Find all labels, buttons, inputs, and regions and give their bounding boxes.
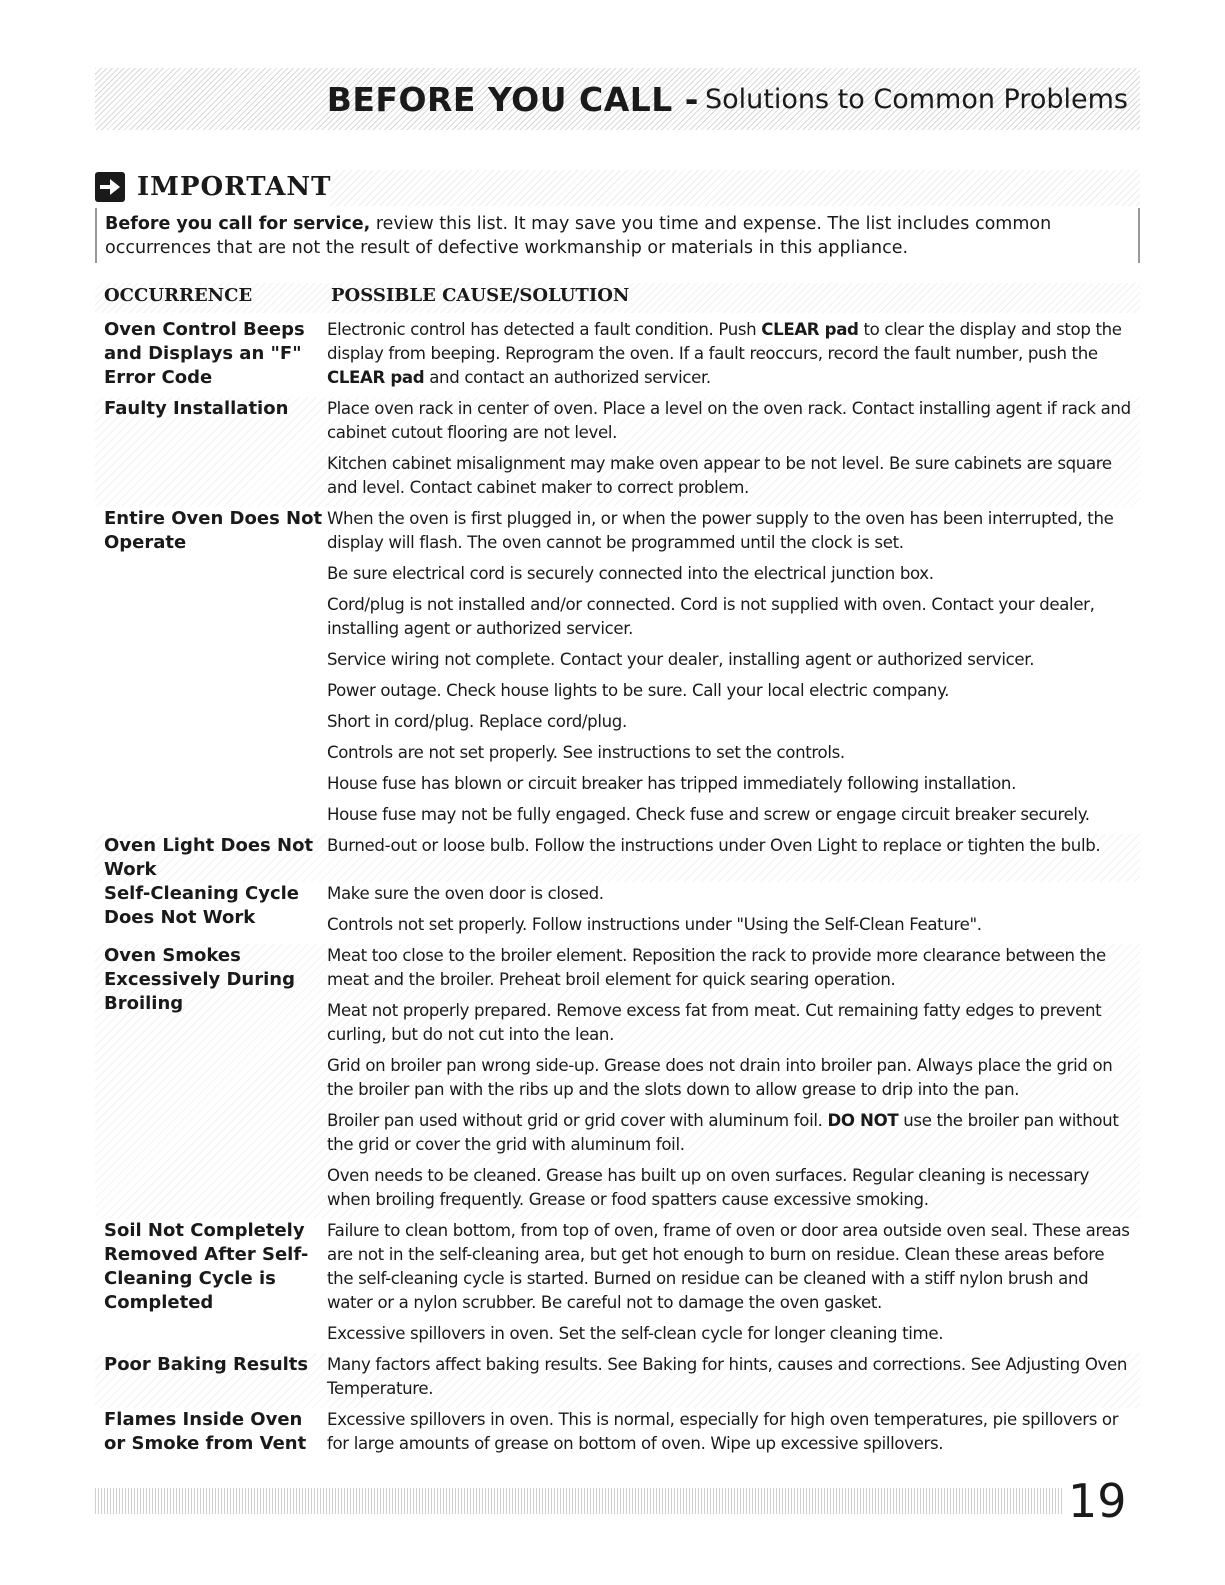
important-stripe [330, 170, 1140, 206]
solution-text: Place oven rack in center of oven. Place a level on the oven rack. Contact installing agent if rack and cabinet cutout flooring are not level. [327, 399, 1131, 442]
table-row [95, 1408, 1140, 1463]
occurrence-label: Oven Light Does Not Work [104, 835, 314, 880]
solution-paragraph [327, 834, 1134, 858]
important-heading [95, 166, 332, 208]
solution-paragraph [327, 913, 1134, 937]
occurrence-label: Flames Inside Oven or Smoke from Vent [104, 1409, 307, 1454]
solution-text: Broiler pan used without grid or grid cover with aluminum foil. [327, 1111, 828, 1130]
solution-text: Electronic control has detected a fault condition. Push [327, 320, 762, 339]
solution-paragraph [327, 1219, 1134, 1315]
solution-paragraph [327, 1408, 1134, 1456]
solution-paragraph [327, 648, 1134, 672]
solution-text: Make sure the oven door is closed. [327, 884, 604, 903]
solution-emphasis: CLEAR pad [327, 368, 425, 387]
solution-paragraph [327, 803, 1134, 827]
solution-text: House fuse has blown or circuit breaker has tripped immediately following installation. [327, 774, 1017, 793]
occurrence-label: Faulty Installation [104, 398, 289, 419]
solution-paragraph [327, 1054, 1134, 1102]
solution-paragraph [327, 562, 1134, 586]
solution-text: Cord/plug is not installed and/or connected. Cord is not supplied with oven. Contact your dealer, installing agent or authorized servicer. [327, 595, 1095, 638]
solution-paragraph [327, 397, 1134, 445]
solution-paragraph [327, 772, 1134, 796]
column-header-occurrence: OCCURRENCE [104, 285, 253, 306]
solution-text: Meat too close to the broiler element. Reposition the rack to provide more clearance between the meat and the broiler. Preheat broil element for quick searing operation. [327, 946, 1106, 989]
table-row [95, 1219, 1140, 1353]
solution-text: When the oven is first plugged in, or when the power supply to the oven has been interrupted, the display will flash. The oven cannot be programmed until the clock is set. [327, 509, 1114, 552]
banner-title-rest: Solutions to Common Problems [705, 83, 1128, 115]
solution-text: Meat not properly prepared. Remove excess fat from meat. Cut remaining fatty edges to prevent curling, but do not cut into the lean. [327, 1001, 1102, 1044]
banner-title-bold: BEFORE YOU CALL - [326, 79, 700, 119]
solution-text: House fuse may not be fully engaged. Check fuse and screw or engage circuit breaker securely. [327, 805, 1090, 824]
solution-text: Controls are not set properly. See instructions to set the controls. [327, 743, 845, 762]
solution-cell [327, 1408, 1140, 1463]
solution-cell [327, 834, 1140, 882]
solution-paragraph [327, 1353, 1134, 1401]
solution-cell [327, 1219, 1140, 1353]
occurrence-label: Soil Not Completely Removed After Self-Cleaning Cycle is Completed [104, 1220, 309, 1313]
solution-cell [327, 882, 1140, 944]
important-note [95, 208, 1140, 263]
solution-paragraph [327, 1164, 1134, 1212]
arrow-right-icon [95, 172, 125, 202]
solution-cell [327, 944, 1140, 1219]
solution-paragraph [327, 318, 1134, 390]
occurrence-label: Entire Oven Does Not Operate [104, 508, 323, 553]
solution-paragraph [327, 1322, 1134, 1346]
table-row [95, 1353, 1140, 1408]
table-row [95, 507, 1140, 834]
solution-text: Kitchen cabinet misalignment may make oven appear to be not level. Be sure cabinets are square and level. Contact cabinet maker to correct problem. [327, 454, 1112, 497]
column-header-solution: POSSIBLE CAUSE/SOLUTION [331, 285, 630, 306]
solution-paragraph [327, 593, 1134, 641]
solution-cell [327, 397, 1140, 507]
occurrence-label: Oven Control Beeps and Displays an "F" Error Code [104, 319, 305, 388]
solution-text: Burned-out or loose bulb. Follow the instructions under Oven Light to replace or tighten the bulb. [327, 836, 1101, 855]
solution-paragraph [327, 882, 1134, 906]
solution-text: Grid on broiler pan wrong side-up. Grease does not drain into broiler pan. Always place the grid on the broiler pan with the ribs up and the slots down to allow grease to drip into the pan. [327, 1056, 1113, 1099]
solution-text: Controls not set properly. Follow instructions under "Using the Self-Clean Feature". [327, 915, 982, 934]
solution-text: Failure to clean bottom, from top of oven, frame of oven or door area outside oven seal. These areas are not in the self-cleaning area, but get hot enough to burn on residue. Clean these areas before the self-cleaning cycle is started. Burned on residue can be cleaned with a stiff nylon brush and water or a nylon scrubber. Be careful not to damage the oven gasket. [327, 1221, 1130, 1312]
solution-text: Power outage. Check house lights to be sure. Call your local electric company. [327, 681, 950, 700]
table-row [95, 882, 1140, 944]
occurrence-label: Poor Baking Results [104, 1354, 309, 1375]
occurrence-label: Oven Smokes Excessively During Broiling [104, 945, 295, 1014]
table-row [95, 318, 1140, 397]
footer-stripe [95, 1488, 1063, 1514]
solution-paragraph [327, 944, 1134, 992]
solution-text: Excessive spillovers in oven. Set the self-clean cycle for longer cleaning time. [327, 1324, 944, 1343]
table-row [95, 397, 1140, 507]
solution-cell [327, 318, 1140, 397]
solution-paragraph [327, 452, 1134, 500]
page-banner [95, 68, 1140, 130]
solution-paragraph [327, 507, 1134, 555]
important-lead: Before you call for service, [105, 214, 371, 234]
important-text: review this list. It may save you time and expense. The list includes common occurrences that are not the result of defective workmanship or materials in this appliance. [105, 214, 1052, 258]
solution-text: Be sure electrical cord is securely connected into the electrical junction box. [327, 564, 934, 583]
table-row [95, 834, 1140, 882]
solution-text: to clear the display and stop the display from beeping. Reprogram the oven. If a fault reoccurs, record the fault number, push the [327, 320, 1122, 363]
solution-text: and contact an authorized servicer. [424, 368, 711, 387]
page-number: 19 [1068, 1474, 1127, 1528]
solution-text: use the broiler pan without the grid or cover the grid with aluminum foil. [327, 1111, 1119, 1154]
solution-paragraph [327, 741, 1134, 765]
occurrence-label: Self-Cleaning Cycle Does Not Work [104, 883, 300, 928]
solution-cell [327, 1353, 1140, 1408]
solution-cell [327, 507, 1140, 834]
troubleshooting-table [95, 318, 1140, 1463]
solution-paragraph [327, 1109, 1134, 1157]
solution-text: Many factors affect baking results. See Baking for hints, causes and corrections. See Adjusting Oven Temperature. [327, 1355, 1128, 1398]
table-row [95, 944, 1140, 1219]
solution-emphasis: DO NOT [827, 1111, 899, 1130]
solution-text: Short in cord/plug. Replace cord/plug. [327, 712, 627, 731]
solution-text: Service wiring not complete. Contact your dealer, installing agent or authorized servicer. [327, 650, 1035, 669]
important-title: IMPORTANT [137, 172, 332, 202]
solution-text: Oven needs to be cleaned. Grease has built up on oven surfaces. Regular cleaning is necessary when broiling frequently. Grease or food spatters cause excessive smoking. [327, 1166, 1090, 1209]
solution-paragraph [327, 710, 1134, 734]
solution-text: Excessive spillovers in oven. This is normal, especially for high oven temperatures, pie spillovers or for large amounts of grease on bottom of oven. Wipe up excessive spillovers. [327, 1410, 1119, 1453]
solution-paragraph [327, 999, 1134, 1047]
solution-emphasis: CLEAR pad [761, 320, 859, 339]
solution-paragraph [327, 679, 1134, 703]
